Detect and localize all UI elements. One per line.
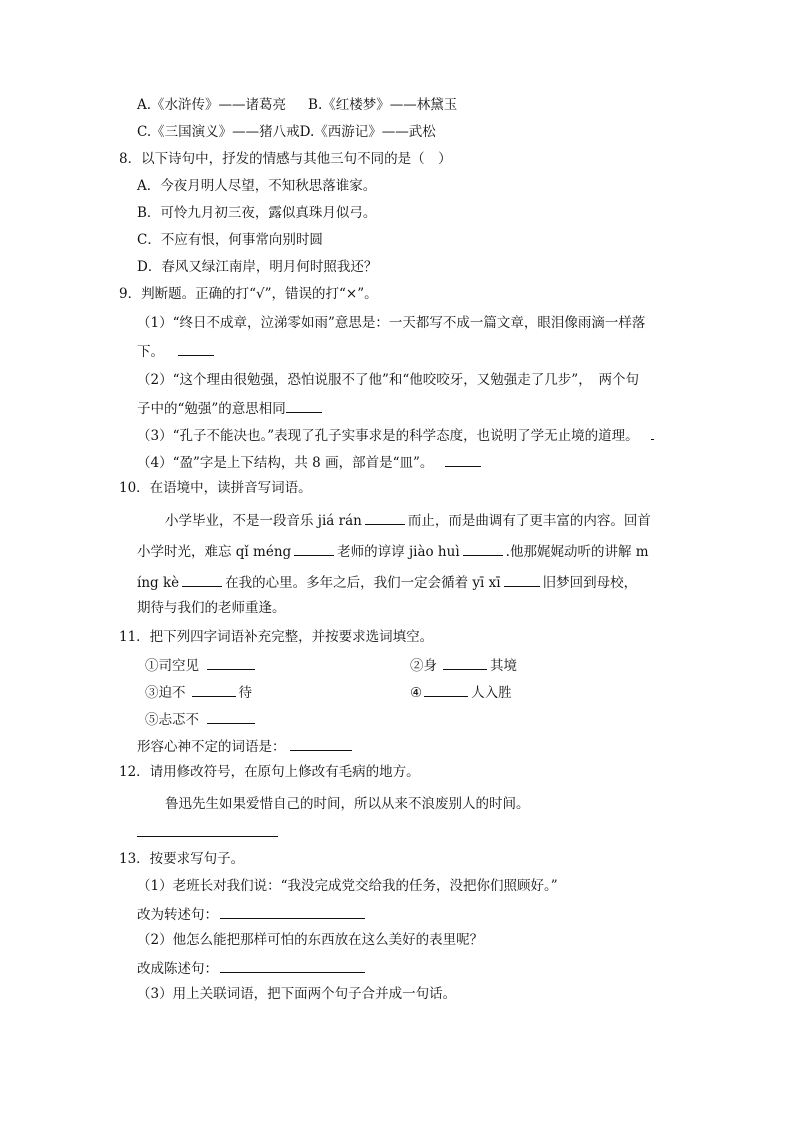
q9-item-4-blank[interactable]: [445, 452, 481, 467]
q10-blank-yixi[interactable]: [504, 572, 540, 587]
q11-item-2-text-a: ②身: [410, 658, 437, 674]
q13-item-2-ask-text: 改成陈述句：: [137, 961, 218, 977]
q13-item-2-blank[interactable]: [220, 958, 365, 973]
q11-item-1-text: ①司空见: [145, 658, 199, 674]
q9-item-1-line-1: （1）“终日不成章，泣涕零如雨”意思是：一天都写不成一篇文章，眼泪像雨滴一样落: [137, 315, 646, 331]
q10-blank-jiaohui[interactable]: [463, 541, 503, 556]
q8-option-b: B．可怜九月初三夜，露似真珠月似弓。: [137, 205, 377, 221]
q11-item-5-text: ⑤忐忑不: [145, 712, 199, 728]
q9-item-2-blank[interactable]: [286, 398, 322, 413]
q13-stem: 13．按要求写句子。: [119, 851, 245, 867]
q8-option-c: C．不应有恨，何事常向别时圆: [137, 232, 323, 248]
q11-item-3: [145, 682, 252, 702]
q7-options-row-2: [137, 123, 436, 141]
q10-blank-qimeng[interactable]: [294, 541, 334, 556]
q13-item-1-ask: [137, 904, 368, 924]
q11-item-2-blank[interactable]: [443, 655, 487, 670]
q9-item-3: [137, 425, 657, 445]
q13-item-1-blank[interactable]: [220, 904, 365, 919]
q7-option-a: A.《水浒传》——诸葛亮: [137, 97, 287, 113]
q10-text-2a: 小学时光，难忘 qǐ méng: [137, 544, 292, 560]
q9-item-2-tail: 子中的“勉强”的意思相同: [137, 401, 286, 417]
q10-blank-mingke[interactable]: [182, 572, 222, 587]
q7-option-b: B.《红楼梦》——林黛玉: [308, 97, 458, 113]
q11-item-5: [145, 709, 258, 729]
q9-item-2-line-2: [137, 398, 325, 418]
q11-item-4-blank[interactable]: [424, 682, 468, 697]
q12-answer-line[interactable]: [137, 836, 278, 837]
q10-text-3c: 旧梦回到母校，: [542, 575, 638, 591]
q9-item-3-blank[interactable]: [651, 425, 654, 440]
q11-item-3-text-b: 待: [238, 685, 252, 701]
q7-options-row-1: [137, 96, 457, 114]
q13-item-2-ask: [137, 958, 368, 978]
q9-item-1-line-2: [137, 341, 217, 361]
q11-stem: 11．把下列四字词语补充完整，并按要求选词填空。: [119, 629, 434, 645]
q11-ask-text: 形容心神不定的词语是：: [137, 739, 286, 755]
q10-blank-jiaran[interactable]: [365, 510, 405, 525]
q11-item-5-blank[interactable]: [207, 709, 255, 724]
q10-para-line-2: [137, 541, 649, 561]
q9-item-1-blank[interactable]: [178, 341, 214, 356]
q11-item-1-blank[interactable]: [207, 655, 255, 670]
q11-item-4: [410, 682, 512, 702]
q11-item-4-text-a: ④: [410, 685, 423, 701]
q7-option-d: D.《西游记》——武松: [299, 124, 436, 140]
q10-text-2b: 老师的谆谆 jiào huì: [337, 544, 460, 560]
q9-item-4: [137, 452, 484, 472]
q11-item-3-text-a: ③迫不: [145, 685, 186, 701]
q10-text-3b: 在我的心里。多年之后，我们一定会循着 yī xī: [225, 575, 501, 591]
q9-item-1-tail: 下。: [137, 344, 164, 360]
q7-option-c: C.《三国演义》——猪八戒: [137, 124, 300, 140]
q8-stem: 8．以下诗句中，抒发的情感与其他三句不同的是（ ）: [119, 151, 452, 167]
q11-ask-blank[interactable]: [290, 736, 352, 751]
q8-option-a: A．今夜月明人尽望，不知秋思落谁家。: [137, 178, 377, 194]
q8-option-d: D．春风又绿江南岸，明月何时照我还？: [137, 259, 378, 275]
q9-item-2-line-1: （2）“这个理由很勉强，恐怕说服不了他”和“他咬咬牙，又勉强走了几步”， 两个句: [137, 372, 639, 388]
q9-stem: 9．判断题。正确的打“√”，错误的打“×”。: [119, 286, 378, 302]
q10-text-1a: 小学毕业，不是一段音乐 jiá rán: [165, 513, 362, 529]
q12-stem: 12．请用修改符号，在原句上修改有毛病的地方。: [119, 764, 420, 780]
q12-sentence: 鲁迅先生如果爱惜自己的时间，所以从来不浪废别人的时间。: [165, 796, 530, 812]
q11-item-2: [410, 655, 517, 675]
q10-text-2c: .他那娓娓动听的讲解 m: [505, 544, 649, 560]
q13-item-1-ask-text: 改为转述句：: [137, 907, 218, 923]
q11-item-3-blank[interactable]: [192, 682, 236, 697]
q10-text-1b: 而止，而是曲调有了更丰富的内容。回首: [407, 513, 651, 529]
q11-ask: [137, 736, 355, 756]
q13-item-1: （1）老班长对我们说：“我没完成党交给我的任务，没把你们照顾好。”: [137, 878, 558, 894]
q9-item-4-text: （4）“盈”字是上下结构，共 8 画，部首是“皿”。: [137, 455, 434, 471]
q9-item-3-text: （3）“孔子不能决也。”表现了孔子实事求是的科学态度，也说明了学无止境的道理。: [137, 428, 639, 444]
q13-item-2: （2）他怎么能把那样可怕的东西放在这么美好的表里呢？: [137, 932, 484, 948]
q10-para-line-1: [165, 510, 651, 530]
q10-para-line-3: [137, 572, 637, 592]
q11-item-4-text-b: 人入胜: [471, 685, 512, 701]
q10-text-3a: íng kè: [137, 575, 180, 591]
q13-item-3: （3）用上关联词语，把下面两个句子合并成一句话。: [137, 986, 457, 1002]
q11-item-2-text-b: 其境: [490, 658, 517, 674]
q10-stem: 10．在语境中，读拼音写词语。: [119, 480, 312, 496]
q11-item-1: [145, 655, 258, 675]
q10-para-line-4: 期待与我们的老师重逢。: [137, 600, 286, 616]
